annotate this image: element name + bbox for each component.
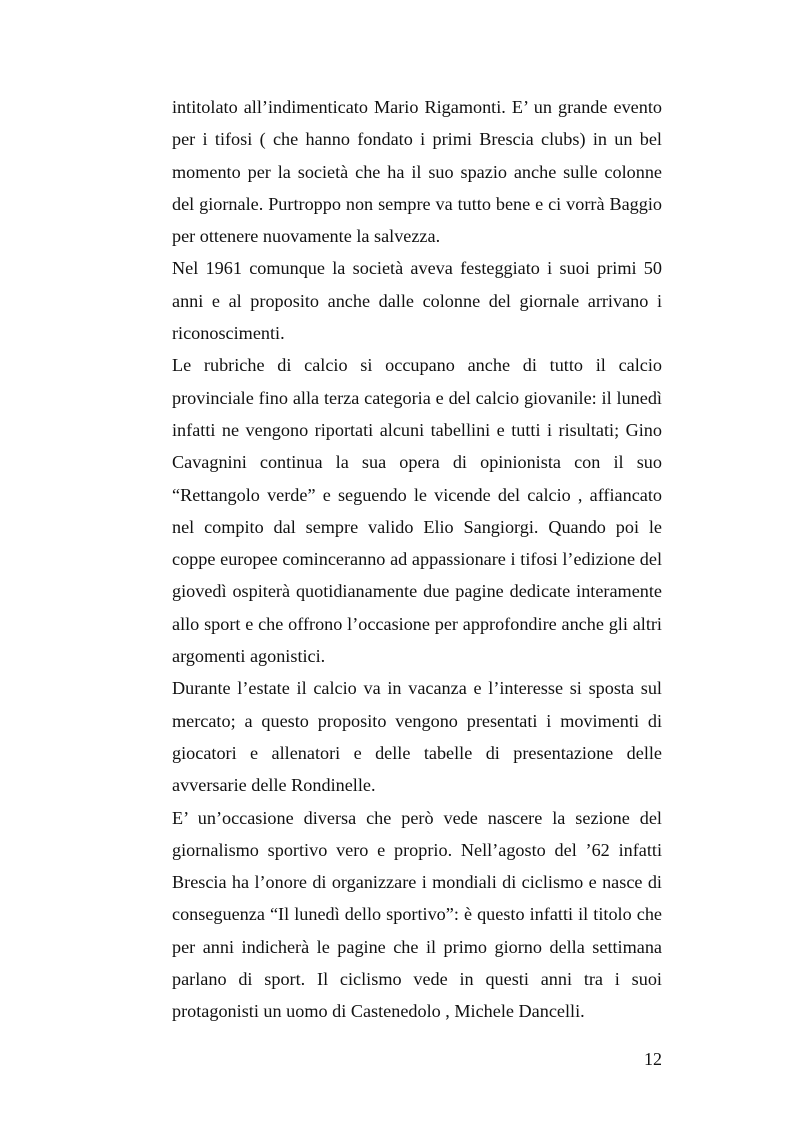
paragraph-football-columns: Le rubriche di calcio si occupano anche di tutto il calcio provinciale fino alla terza categoria e del calcio giovanile: il lunedì infatti ne vengono riportati alcuni tabellini e tutti i risultati; Gino Cavagnini continua la sua opera di opinionista con il suo “Rettangolo verde” e seguendo le vicende del calcio , affiancato nel compito dal sempre valido Elio Sangiorgi. Quando poi le coppe europee cominceranno ad appassionare i tifosi l’edizione del giovedì ospiterà quotidianamente due pagine dedicate interamente allo sport e che offrono l’occasione per approfondire anche gli altri argomenti agonistici. xyxy=(172,355,662,667)
paragraph-anniversary-1961: Nel 1961 comunque la società aveva festeggiato i suoi primi 50 anni e al proposito anche dalle colonne del giornale arrivano i riconoscimenti. xyxy=(172,258,662,344)
paragraph-rigamonti-stadium: intitolato all’indimenticato Mario Rigamonti. E’ un grande evento per i tifosi ( che hanno fondato i primi Brescia clubs) in un bel momento per la società che ha il suo spazio anche sulle colonne del giornale. Purtroppo non sempre va tutto bene e ci vorrà Baggio per ottenere nuovamente la salvezza. xyxy=(172,97,662,247)
paragraph-cycling-worlds: E’ un’occasione diversa che però vede nascere la sezione del giornalismo sportivo vero e proprio. Nell’agosto del ’62 infatti Brescia ha l’onore di organizzare i mondiali di ciclismo e nasce di conseguenza “Il lunedì dello sportivo”: è questo infatti il titolo che per anni indicherà le pagine che il primo giorno della settimana parlano di sport. Il ciclismo vede in questi anni tra i suoi protagonisti un uomo di Castenedolo , Michele Dancelli. xyxy=(172,807,662,1022)
page-number: 12 xyxy=(644,1049,662,1069)
document-body xyxy=(172,91,662,1028)
paragraph-summer-market: Durante l’estate il calcio va in vacanza e l’interesse si sposta sul mercato; a questo proposito vengono presentati i movimenti di giocatori e allenatori e delle tabelle di presentazione delle avversarie delle Rondinelle. xyxy=(172,678,662,796)
